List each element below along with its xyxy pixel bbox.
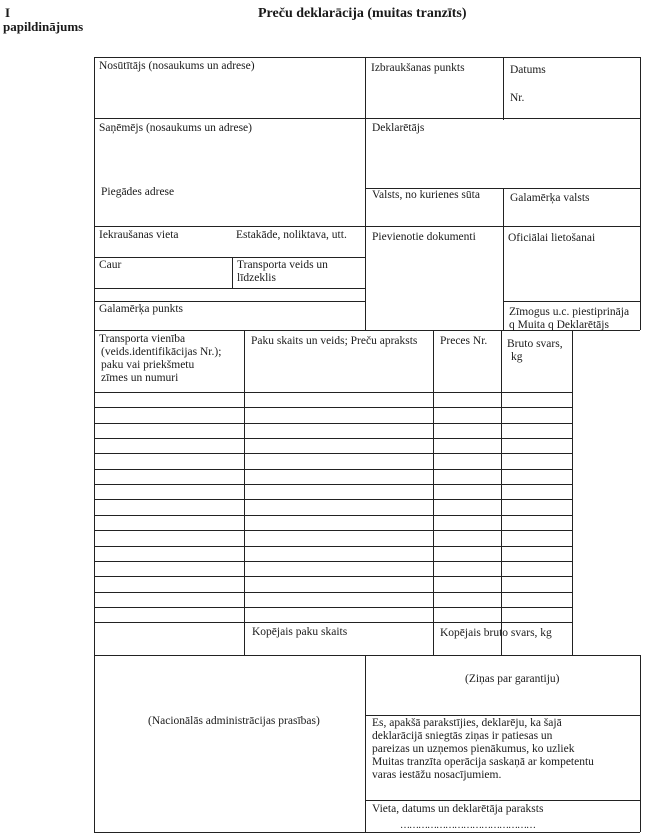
declaration-line-2: deklarācijā sniegtās ziņas ir patiesas un [372, 730, 553, 742]
declaration-line-5: varas iestāžu nosacījumiem. [372, 769, 502, 781]
total-packages-label: Kopējais paku skaits [252, 626, 348, 638]
col-gross-header-1: Bruto svars, [507, 338, 563, 350]
col-transport-unit-3: paku vai priekšmetu [101, 359, 195, 371]
col-goods-no-header: Preces Nr. [440, 335, 488, 347]
consignee-label: Saņēmējs (nosaukums un adrese) [99, 122, 252, 134]
col-packages-header: Paku skaits un veids; Preču apraksts [251, 335, 418, 347]
col-transport-unit-1: Transporta vienība [99, 333, 186, 345]
exit-point-label: Izbraukšanas punkts [371, 62, 465, 74]
declaration-line-3: pareizas un uzņemos pienākumus, ko uzliek [372, 743, 575, 755]
destination-point-label: Galamērķa punkts [99, 303, 183, 315]
page-title: Preču deklarācija (muitas tranzīts) [258, 6, 467, 21]
official-use-label: Oficiālai lietošanai [508, 232, 596, 244]
col-transport-unit-4: zīmes un numuri [101, 372, 179, 384]
declaration-line-4: Muitas tranzīta operācija saskaņā ar kompetentu [372, 756, 594, 768]
loading-facility-label: Estakāde, noliktava, utt. [236, 229, 347, 241]
country-from-label: Valsts, no kurienes sūta [372, 189, 480, 201]
destination-country-label: Galamērķa valsts [510, 192, 590, 204]
stamps-label-2: q Muita q Deklarētājs [509, 319, 609, 331]
guarantee-label: (Ziņas par garantiju) [465, 673, 560, 685]
delivery-address-label: Piegādes adrese [101, 186, 175, 198]
annex-label: papildinājums [3, 19, 84, 34]
declarant-label: Deklarētājs [372, 122, 425, 134]
signature-label: Vieta, datums un deklarētāja paraksts [372, 803, 544, 815]
sender-label: Nosūtītājs (nosaukums un adrese) [99, 60, 255, 72]
signature-dots: ……………………………………… [400, 820, 535, 831]
via-label: Caur [99, 259, 122, 271]
stamps-label-1: Zīmogus u.c. piestiprināja [509, 306, 630, 318]
date-label: Datums [510, 64, 546, 76]
col-transport-unit-2: (veids.identifikācijas Nr.); [101, 346, 222, 358]
transport-mode-label-2: līdzeklis [237, 272, 276, 284]
loading-place-label: Iekraušanas vieta [99, 229, 179, 241]
transport-mode-label-1: Transporta veids un [237, 259, 328, 271]
declaration-line-1: Es, apakšā parakstījies, deklarēju, ka šajā [372, 717, 562, 729]
number-label: Nr. [510, 92, 525, 104]
attached-docs-label: Pievienotie dokumenti [372, 231, 476, 243]
total-gross-label: Kopējais bruto svars, kg [440, 627, 552, 639]
col-gross-header-2: kg [511, 351, 523, 363]
annex-number: I [5, 5, 11, 20]
national-requirements-label: (Nacionālās administrācijas prasības) [148, 715, 320, 727]
